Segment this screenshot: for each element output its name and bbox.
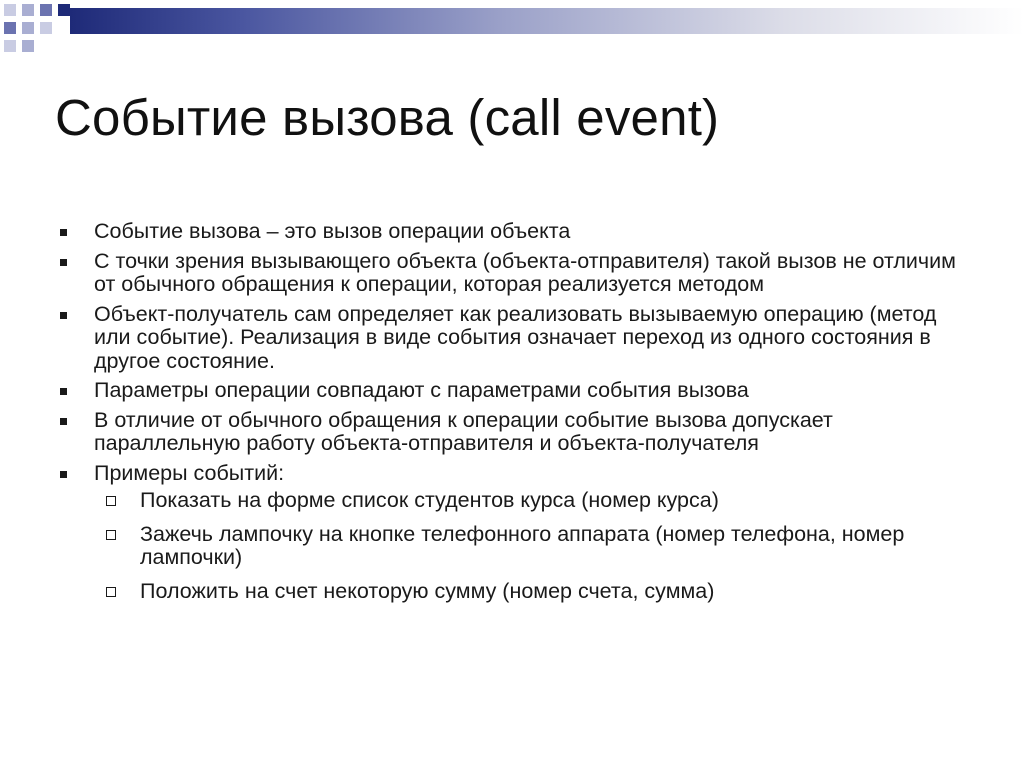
- decor-square: [40, 4, 52, 16]
- bullet-item: [58, 220, 958, 244]
- decor-square: [4, 40, 16, 52]
- decor-square: [4, 4, 16, 16]
- hollow-square-bullet-icon: [106, 530, 116, 540]
- bullet-text: В отличие от обычного обращения к операции событие вызова допускает параллельную работу объекта-отправителя и объекта-получателя: [94, 407, 833, 455]
- sub-bullet-list: [94, 489, 958, 603]
- bullet-item: [58, 462, 958, 604]
- bullet-text: Примеры событий:: [94, 460, 285, 485]
- decor-square: [58, 4, 70, 16]
- decor-square: [22, 40, 34, 52]
- sub-bullet-text: Положить на счет некоторую сумму (номер счета, сумма): [140, 578, 715, 603]
- slide-title: Событие вызова (call event): [55, 89, 720, 146]
- square-bullet-icon: [60, 418, 67, 425]
- decor-square: [40, 22, 52, 34]
- decor-square: [22, 4, 34, 16]
- sub-bullet-item: [94, 523, 958, 570]
- bullet-item: [58, 303, 958, 374]
- square-bullet-icon: [60, 471, 67, 478]
- header-gradient-bar: [70, 8, 1024, 34]
- hollow-square-bullet-icon: [106, 587, 116, 597]
- bullet-text: Событие вызова – это вызов операции объекта: [94, 219, 571, 243]
- decor-square: [4, 22, 16, 34]
- bullet-list: [58, 220, 958, 613]
- bullet-item: [58, 409, 958, 456]
- hollow-square-bullet-icon: [106, 496, 116, 506]
- bullet-text: С точки зрения вызывающего объекта (объекта-отправителя) такой вызов не отличим от обычного обращения к операции, которая реализуется методом: [94, 248, 956, 296]
- square-bullet-icon: [60, 259, 67, 266]
- decor-square: [22, 22, 34, 34]
- sub-bullet-item: [94, 580, 958, 604]
- sub-bullet-text: Показать на форме список студентов курса (номер курса): [140, 488, 719, 512]
- sub-bullet-item: [94, 489, 958, 513]
- bullet-text: Объект-получатель сам определяет как реализовать вызываемую операцию (метод или событие). Реализация в виде события означает переход из одного состояния в другое состояние.: [94, 301, 937, 373]
- bullet-text: Параметры операции совпадают с параметрами события вызова: [94, 378, 749, 402]
- square-bullet-icon: [60, 312, 67, 319]
- sub-bullet-text: Зажечь лампочку на кнопке телефонного аппарата (номер телефона, номер лампочки): [140, 521, 905, 569]
- bullet-item: [58, 379, 958, 403]
- square-bullet-icon: [60, 229, 67, 236]
- bullet-item: [58, 250, 958, 297]
- square-bullet-icon: [60, 388, 67, 395]
